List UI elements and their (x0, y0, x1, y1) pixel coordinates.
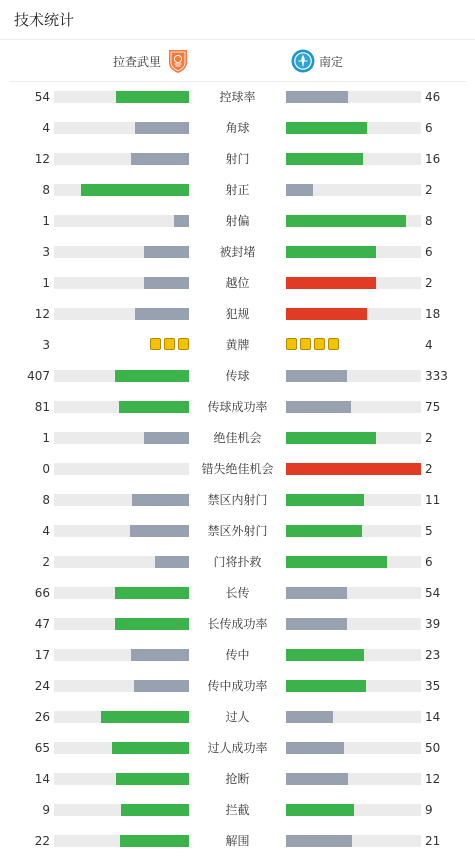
home-stat-value: 3 (42, 245, 50, 259)
away-stat-bar-fill (286, 649, 364, 661)
home-stat-bar (54, 556, 189, 568)
away-stat-value: 54 (425, 586, 441, 600)
home-stat-value: 0 (42, 462, 50, 476)
home-stat-bar-fill (119, 401, 189, 413)
home-stat-bar (54, 91, 189, 103)
away-stat-bar (286, 773, 421, 785)
home-stat-bar-fill (101, 711, 189, 723)
home-stat-bar-fill (155, 556, 189, 568)
stat-label: 射门 (225, 152, 250, 166)
yellow-card-icon (328, 338, 339, 350)
away-stat-bar-fill (286, 308, 367, 320)
home-stat-bar-fill (135, 308, 189, 320)
home-stat-value: 407 (27, 369, 50, 383)
home-stat-value: 22 (34, 834, 50, 848)
away-stat-value: 50 (425, 741, 441, 755)
away-stat-value: 23 (425, 648, 441, 662)
away-stat-bar-fill (286, 432, 376, 444)
stat-label: 禁区内射门 (207, 493, 268, 507)
yellow-card-icon (178, 338, 189, 350)
stat-label: 越位 (225, 276, 250, 290)
home-stat-bar (54, 835, 189, 847)
home-stat-bar (54, 494, 189, 506)
home-stat-bar (54, 215, 189, 227)
away-stat-value: 4 (425, 338, 433, 352)
away-stat-bar (286, 432, 421, 444)
stat-row (0, 329, 475, 360)
away-stat-bar (286, 277, 421, 289)
home-stat-bar-fill (120, 835, 189, 847)
stat-row (0, 360, 475, 391)
yellow-card-icon (164, 338, 175, 350)
away-stat-value: 2 (425, 431, 433, 445)
home-stat-bar (54, 184, 189, 196)
away-stat-value: 9 (425, 803, 433, 817)
away-stat-bar (286, 556, 421, 568)
home-stat-bar-fill (134, 680, 189, 692)
away-team[interactable] (291, 48, 343, 74)
home-stat-bar-fill (115, 587, 189, 599)
away-stat-bar-fill (286, 246, 376, 258)
stat-label: 长传 (225, 586, 250, 600)
stat-label: 射偏 (225, 214, 250, 228)
stat-label: 传球 (225, 369, 250, 383)
home-stat-bar-fill (81, 184, 189, 196)
away-stat-value: 21 (425, 834, 441, 848)
stats-list (0, 81, 475, 856)
stat-row (0, 639, 475, 670)
stat-row (0, 112, 475, 143)
away-stat-bar (286, 525, 421, 537)
yellow-card-icon (150, 338, 161, 350)
home-stat-value: 3 (42, 338, 50, 352)
home-stat-value: 1 (42, 214, 50, 228)
stat-label: 拦截 (225, 803, 250, 817)
home-stat-bar (54, 587, 189, 599)
stat-row (0, 143, 475, 174)
away-stat-value: 8 (425, 214, 433, 228)
home-stat-bar (54, 463, 189, 475)
stat-row (0, 267, 475, 298)
home-stat-value: 81 (34, 400, 50, 414)
away-stat-bar (286, 649, 421, 661)
home-stat-value: 4 (42, 524, 50, 538)
home-stat-value: 65 (34, 741, 50, 755)
home-stat-bar-fill (112, 742, 189, 754)
stat-label: 传球成功率 (207, 400, 268, 414)
home-stat-bar-fill (131, 649, 189, 661)
stat-label: 禁区外射门 (207, 524, 268, 538)
home-stat-bar-fill (115, 618, 189, 630)
away-stat-bar (286, 91, 421, 103)
stat-row (0, 236, 475, 267)
home-stat-bar-fill (135, 122, 189, 134)
stat-label: 控球率 (219, 90, 256, 104)
stat-label: 过人 (225, 710, 250, 724)
away-stat-bar-fill (286, 556, 387, 568)
home-stat-bar-fill (115, 370, 189, 382)
away-stat-bar (286, 618, 421, 630)
away-stat-bar-fill (286, 215, 406, 227)
home-team-crest-icon (166, 48, 190, 74)
away-stat-bar (286, 587, 421, 599)
stat-row (0, 794, 475, 825)
home-stat-value: 9 (42, 803, 50, 817)
stat-label: 过人成功率 (207, 741, 268, 755)
yellow-card-icon (300, 338, 311, 350)
away-stat-bar (286, 308, 421, 320)
stat-label: 传中成功率 (207, 679, 268, 693)
away-stat-bar-fill (286, 618, 347, 630)
away-stat-bar (286, 494, 421, 506)
home-stat-bar (54, 773, 189, 785)
away-stat-bar (286, 463, 421, 475)
home-stat-bar (54, 618, 189, 630)
stat-label: 犯规 (225, 307, 250, 321)
away-stat-bar (286, 215, 421, 227)
home-stat-bar-fill (132, 494, 189, 506)
home-stat-value: 47 (34, 617, 50, 631)
away-stat-bar-fill (286, 153, 363, 165)
home-stat-value: 54 (34, 90, 50, 104)
yellow-card-icon (286, 338, 297, 350)
away-team-name: 南定 (319, 54, 344, 69)
home-stat-bar-fill (144, 277, 189, 289)
away-stat-value: 46 (425, 90, 441, 104)
away-stat-bar-fill (286, 587, 347, 599)
stat-label: 射正 (225, 183, 250, 197)
away-stat-value: 16 (425, 152, 441, 166)
away-stat-bar (286, 153, 421, 165)
stat-label: 解围 (225, 834, 250, 848)
away-stat-value: 2 (425, 276, 433, 290)
stat-label: 角球 (225, 121, 250, 135)
away-stat-bar-fill (286, 835, 352, 847)
stat-row (0, 298, 475, 329)
stat-row (0, 732, 475, 763)
away-stat-bar (286, 401, 421, 413)
home-stat-bar (54, 401, 189, 413)
home-stat-bar (54, 649, 189, 661)
away-stat-bar-fill (286, 184, 313, 196)
stat-row (0, 670, 475, 701)
stat-row (0, 701, 475, 732)
away-stat-value: 39 (425, 617, 441, 631)
home-stat-bar-fill (130, 525, 189, 537)
home-stat-bar (54, 246, 189, 258)
yellow-card-icon (314, 338, 325, 350)
home-stat-bar (54, 711, 189, 723)
stat-label: 门将扑救 (213, 555, 262, 569)
away-stat-bar (286, 742, 421, 754)
home-stat-value: 2 (42, 555, 50, 569)
home-stat-bar-fill (131, 153, 189, 165)
home-stat-value: 8 (42, 493, 50, 507)
teams-bar (9, 40, 466, 82)
stat-row (0, 515, 475, 546)
home-stat-value: 66 (34, 586, 50, 600)
away-stat-bar-fill (286, 525, 362, 537)
stat-row (0, 391, 475, 422)
away-stat-bar (286, 680, 421, 692)
away-stat-bar (286, 711, 421, 723)
away-stat-value: 333 (425, 369, 448, 383)
home-stat-bar-fill (174, 215, 189, 227)
home-stat-value: 4 (42, 121, 50, 135)
away-stat-bar (286, 246, 421, 258)
away-stat-bar-fill (286, 122, 367, 134)
stat-row (0, 577, 475, 608)
away-stat-value: 35 (425, 679, 441, 693)
away-stat-bar-fill (286, 401, 351, 413)
away-stat-bar-fill (286, 370, 347, 382)
away-stat-bar-fill (286, 463, 421, 475)
away-stat-bar-fill (286, 494, 364, 506)
home-stat-value: 1 (42, 431, 50, 445)
home-stat-value: 12 (34, 152, 50, 166)
away-stat-bar (286, 804, 421, 816)
away-stat-value: 75 (425, 400, 441, 414)
away-stat-value: 12 (425, 772, 441, 786)
away-yellow-cards (286, 338, 421, 352)
away-stat-bar-fill (286, 91, 348, 103)
home-stat-bar (54, 742, 189, 754)
home-stat-bar-fill (116, 773, 189, 785)
home-stat-bar (54, 804, 189, 816)
home-stat-bar (54, 680, 189, 692)
home-stat-value: 8 (42, 183, 50, 197)
away-stat-bar-fill (286, 773, 348, 785)
stat-label: 黄牌 (225, 338, 250, 352)
home-stat-value: 12 (34, 307, 50, 321)
stat-label: 抢断 (225, 772, 250, 786)
away-stat-value: 2 (425, 183, 433, 197)
home-stat-bar-fill (116, 91, 189, 103)
away-stat-value: 14 (425, 710, 441, 724)
away-stat-bar-fill (286, 804, 354, 816)
home-stat-bar (54, 308, 189, 320)
stats-header (0, 0, 475, 40)
home-stat-value: 17 (34, 648, 50, 662)
stat-label: 错失绝佳机会 (201, 462, 274, 476)
home-stat-bar (54, 277, 189, 289)
away-stat-value: 11 (425, 493, 441, 507)
home-stat-value: 14 (34, 772, 50, 786)
home-stat-bar-fill (144, 432, 189, 444)
stat-row (0, 763, 475, 794)
home-team-name: 拉查武里 (113, 54, 162, 69)
stat-row (0, 546, 475, 577)
stat-row (0, 608, 475, 639)
away-stat-value: 18 (425, 307, 441, 321)
away-stat-value: 2 (425, 462, 433, 476)
stat-row (0, 205, 475, 236)
home-stat-bar (54, 370, 189, 382)
away-stat-bar-fill (286, 742, 344, 754)
home-stat-bar (54, 525, 189, 537)
away-stat-bar-fill (286, 277, 376, 289)
stat-row (0, 422, 475, 453)
away-stat-bar-fill (286, 711, 333, 723)
stat-label: 被封堵 (219, 245, 256, 259)
stat-label: 绝佳机会 (213, 431, 262, 445)
away-stat-value: 5 (425, 524, 433, 538)
stat-label: 长传成功率 (207, 617, 268, 631)
home-stat-value: 24 (34, 679, 50, 693)
away-stat-bar (286, 184, 421, 196)
home-stat-bar-fill (144, 246, 189, 258)
away-stat-bar-fill (286, 680, 366, 692)
home-stat-value: 26 (34, 710, 50, 724)
away-stat-bar (286, 835, 421, 847)
home-stat-bar (54, 122, 189, 134)
home-stat-bar (54, 153, 189, 165)
away-stat-bar (286, 370, 421, 382)
home-yellow-cards (54, 338, 189, 352)
stat-row (0, 174, 475, 205)
away-stat-bar (286, 122, 421, 134)
stat-row (0, 825, 475, 856)
away-stat-value: 6 (425, 245, 433, 259)
stat-label: 传中 (225, 648, 250, 662)
away-stat-value: 6 (425, 555, 433, 569)
away-stat-value: 6 (425, 121, 433, 135)
page-title: 技术统计 (14, 11, 75, 29)
home-stat-bar (54, 432, 189, 444)
home-stat-value: 1 (42, 276, 50, 290)
stat-row (0, 453, 475, 484)
stat-row (0, 81, 475, 112)
away-team-crest-icon (291, 48, 315, 74)
home-team[interactable] (113, 48, 190, 74)
stat-row (0, 484, 475, 515)
home-stat-bar-fill (121, 804, 189, 816)
